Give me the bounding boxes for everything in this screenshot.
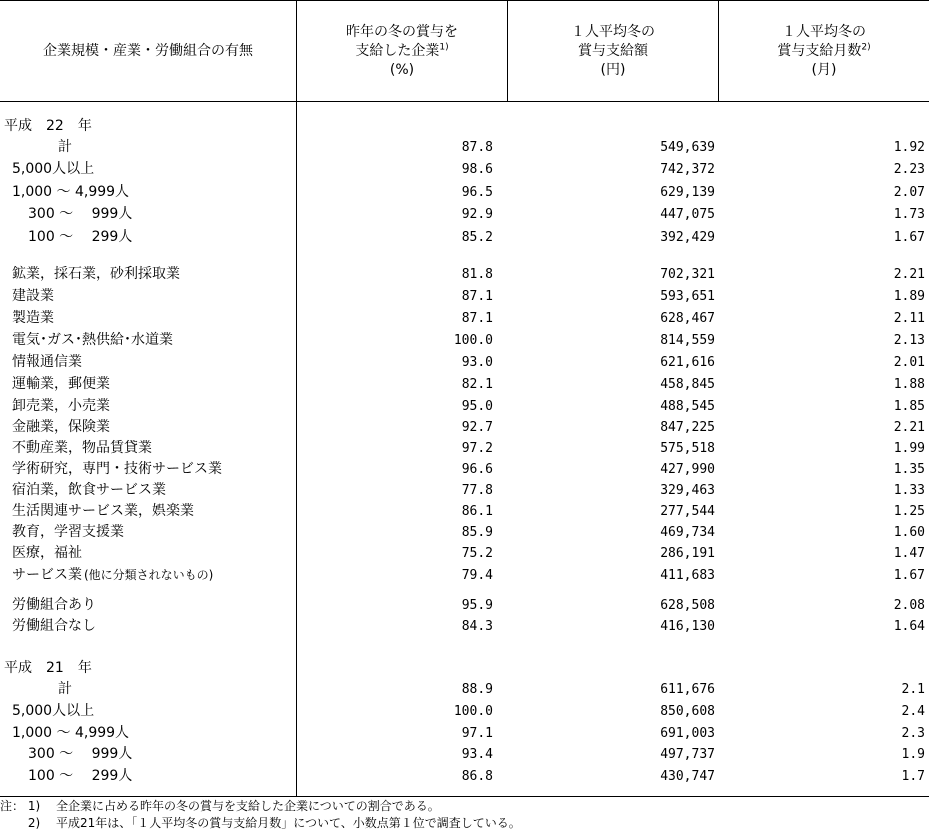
cell-bonus-months: 2.4 [901, 704, 925, 719]
row-label: サービス業 [12, 567, 82, 583]
table-row [0, 480, 929, 501]
cell-bonus-months: 1.89 [893, 289, 925, 304]
header-companies-paid [297, 1, 507, 101]
cell-bonus-months: 1.92 [893, 140, 925, 155]
row-label: 電気･ガス･熱供給･水道業 [12, 332, 173, 348]
cell-percent-paid: 84.3 [461, 619, 493, 634]
table-row [0, 374, 929, 395]
cell-bonus-amount: 329,463 [660, 483, 715, 498]
row-label: 宿泊業，飲食サービス業 [12, 482, 166, 498]
row-label: 卸売業，小売業 [12, 398, 110, 414]
cell-bonus-amount: 611,676 [660, 682, 715, 697]
cell-bonus-months: 1.33 [893, 483, 925, 498]
table-row [0, 396, 929, 417]
table-row [0, 204, 929, 225]
cell-bonus-months: 1.7 [901, 769, 925, 784]
cell-bonus-amount: 691,003 [660, 726, 715, 741]
cell-bonus-months: 1.9 [901, 747, 925, 762]
cell-percent-paid: 81.8 [461, 267, 493, 282]
cell-percent-paid: 96.6 [461, 462, 493, 477]
row-label: 労働組合なし [12, 618, 96, 634]
row-label: 平成 22 年 [4, 118, 92, 134]
table-row [0, 182, 929, 203]
footnotes [0, 798, 929, 832]
header-line: １人平均冬の [782, 23, 866, 40]
cell-percent-paid: 87.8 [461, 140, 493, 155]
cell-bonus-amount: 469,734 [660, 525, 715, 540]
cell-percent-paid: 96.5 [461, 185, 493, 200]
row-label: 5,000人以上 [12, 703, 95, 719]
row-label: 300 ～ 999人 [28, 746, 133, 762]
cell-bonus-amount: 621,616 [660, 355, 715, 370]
cell-percent-paid: 79.4 [461, 568, 493, 583]
cell-percent-paid: 95.9 [461, 598, 493, 613]
table-row [0, 264, 929, 285]
header-unit: (円) [600, 61, 626, 78]
cell-bonus-months: 1.88 [893, 377, 925, 392]
cell-bonus-months: 1.35 [893, 462, 925, 477]
table-row [0, 595, 929, 616]
header-divider [0, 101, 929, 102]
header-unit: (%) [389, 61, 415, 78]
row-label: 鉱業，採石業，砂利採取業 [12, 266, 180, 282]
cell-bonus-months: 1.64 [893, 619, 925, 634]
cell-bonus-amount: 416,130 [660, 619, 715, 634]
header-label: 企業規模・産業・労働組合の有無 [43, 42, 253, 59]
cell-bonus-months: 2.11 [893, 311, 925, 326]
row-label: 300 ～ 999人 [28, 206, 133, 222]
table-row [0, 701, 929, 722]
cell-bonus-months: 1.60 [893, 525, 925, 540]
cell-bonus-months: 2.13 [893, 333, 925, 348]
cell-percent-paid: 93.0 [461, 355, 493, 370]
cell-bonus-months: 1.67 [893, 568, 925, 583]
table-row [0, 159, 929, 180]
row-label: 金融業，保険業 [12, 419, 110, 435]
table-row [0, 286, 929, 307]
header-line: 賞与支給月数 [777, 42, 862, 59]
cell-bonus-months: 2.01 [893, 355, 925, 370]
cell-bonus-amount: 277,544 [660, 504, 715, 519]
cell-percent-paid: 87.1 [461, 289, 493, 304]
cell-bonus-months: 1.67 [893, 230, 925, 245]
cell-bonus-months: 1.73 [893, 207, 925, 222]
cell-bonus-amount: 392,429 [660, 230, 715, 245]
row-label: 製造業 [12, 310, 54, 326]
cell-percent-paid: 75.2 [461, 546, 493, 561]
cell-percent-paid: 88.9 [461, 682, 493, 697]
cell-percent-paid: 97.1 [461, 726, 493, 741]
cell-percent-paid: 85.2 [461, 230, 493, 245]
row-label: 1,000 ～ 4,999人 [12, 725, 130, 741]
cell-bonus-months: 2.21 [893, 420, 925, 435]
table-row [0, 658, 929, 679]
cell-bonus-months: 1.47 [893, 546, 925, 561]
cell-percent-paid: 100.0 [453, 704, 493, 719]
table-row [0, 330, 929, 351]
cell-bonus-amount: 427,990 [660, 462, 715, 477]
table-row [0, 744, 929, 765]
cell-bonus-months: 2.1 [901, 682, 925, 697]
row-label: 運輸業，郵便業 [12, 376, 110, 392]
row-label: 不動産業，物品賃貸業 [12, 440, 152, 456]
row-label: 100 ～ 299人 [28, 768, 133, 784]
table-row [0, 308, 929, 329]
row-label: 医療，福祉 [12, 545, 82, 561]
cell-bonus-months: 2.08 [893, 598, 925, 613]
cell-bonus-amount: 497,737 [660, 747, 715, 762]
cell-percent-paid: 86.1 [461, 504, 493, 519]
table-row [0, 679, 929, 700]
header-size-industry-union [0, 1, 296, 101]
cell-bonus-amount: 628,508 [660, 598, 715, 613]
row-label: 労働組合あり [12, 597, 96, 613]
cell-bonus-amount: 628,467 [660, 311, 715, 326]
header-line: 昨年の冬の賞与を [346, 23, 458, 40]
header-avg-bonus-months [719, 1, 929, 101]
cell-percent-paid: 95.0 [461, 399, 493, 414]
header-line: 支給した企業 [355, 42, 440, 59]
row-label: 情報通信業 [12, 354, 82, 370]
table-row [0, 501, 929, 522]
cell-bonus-amount: 447,075 [660, 207, 715, 222]
table-row [0, 137, 929, 158]
cell-bonus-amount: 575,518 [660, 441, 715, 456]
header-line: 賞与支給額 [578, 42, 648, 59]
footnote-marker: 2) [861, 41, 871, 52]
cell-bonus-months: 2.23 [893, 162, 925, 177]
cell-bonus-months: 2.07 [893, 185, 925, 200]
table-row [0, 723, 929, 744]
table-row [0, 766, 929, 787]
cell-percent-paid: 87.1 [461, 311, 493, 326]
table-row [0, 522, 929, 543]
table-row [0, 438, 929, 459]
header-line-wrap [355, 42, 448, 61]
cell-bonus-months: 2.21 [893, 267, 925, 282]
cell-percent-paid: 85.9 [461, 525, 493, 540]
cell-bonus-months: 1.25 [893, 504, 925, 519]
footnote: 2) 平成21年は、「１人平均冬の賞与支給月数」について、小数点第１位で調査している。 [0, 816, 521, 830]
cell-bonus-amount: 742,372 [660, 162, 715, 177]
row-label: 5,000人以上 [12, 161, 95, 177]
row-label: 学術研究，専門・技術サービス業 [12, 461, 222, 477]
cell-percent-paid: 77.8 [461, 483, 493, 498]
row-label: 平成 21 年 [4, 660, 92, 676]
cell-percent-paid: 98.6 [461, 162, 493, 177]
cell-bonus-amount: 549,639 [660, 140, 715, 155]
cell-percent-paid: 86.8 [461, 769, 493, 784]
row-label-note: (他に分類されないもの) [84, 568, 214, 582]
cell-bonus-months: 2.3 [901, 726, 925, 741]
header-line-wrap [777, 42, 870, 61]
cell-percent-paid: 82.1 [461, 377, 493, 392]
header-unit: (月) [811, 61, 837, 78]
cell-bonus-amount: 702,321 [660, 267, 715, 282]
row-label: 計 [58, 681, 72, 697]
table-row [0, 227, 929, 248]
cell-bonus-amount: 593,651 [660, 289, 715, 304]
row-label: 生活関連サービス業，娯楽業 [12, 503, 194, 519]
table-row [0, 616, 929, 637]
cell-bonus-amount: 458,845 [660, 377, 715, 392]
row-label: 100 ～ 299人 [28, 229, 133, 245]
cell-bonus-amount: 847,225 [660, 420, 715, 435]
row-label: 教育，学習支援業 [12, 524, 124, 540]
cell-bonus-amount: 629,139 [660, 185, 715, 200]
row-label: 建設業 [12, 288, 54, 304]
cell-percent-paid: 92.7 [461, 420, 493, 435]
footnote: 注： 1) 全企業に占める昨年の冬の賞与を支給した企業についての割合である。 [0, 799, 440, 813]
footnote-marker: 1) [439, 41, 449, 52]
row-label: 計 [58, 139, 72, 155]
cell-bonus-amount: 286,191 [660, 546, 715, 561]
cell-bonus-months: 1.99 [893, 441, 925, 456]
row-label: 1,000 ～ 4,999人 [12, 184, 130, 200]
table-row [0, 543, 929, 564]
cell-bonus-amount: 488,545 [660, 399, 715, 414]
header-line: １人平均冬の [571, 23, 655, 40]
cell-percent-paid: 92.9 [461, 207, 493, 222]
cell-bonus-amount: 814,559 [660, 333, 715, 348]
cell-bonus-amount: 430,747 [660, 769, 715, 784]
cell-bonus-amount: 850,608 [660, 704, 715, 719]
table-row [0, 565, 929, 586]
cell-bonus-amount: 411,683 [660, 568, 715, 583]
cell-percent-paid: 93.4 [461, 747, 493, 762]
table-row [0, 352, 929, 373]
cell-percent-paid: 97.2 [461, 441, 493, 456]
cell-bonus-months: 1.85 [893, 399, 925, 414]
table-row [0, 116, 929, 137]
cell-percent-paid: 100.0 [453, 333, 493, 348]
table-row [0, 459, 929, 480]
table-row [0, 417, 929, 438]
header-avg-bonus-amount [508, 1, 718, 101]
